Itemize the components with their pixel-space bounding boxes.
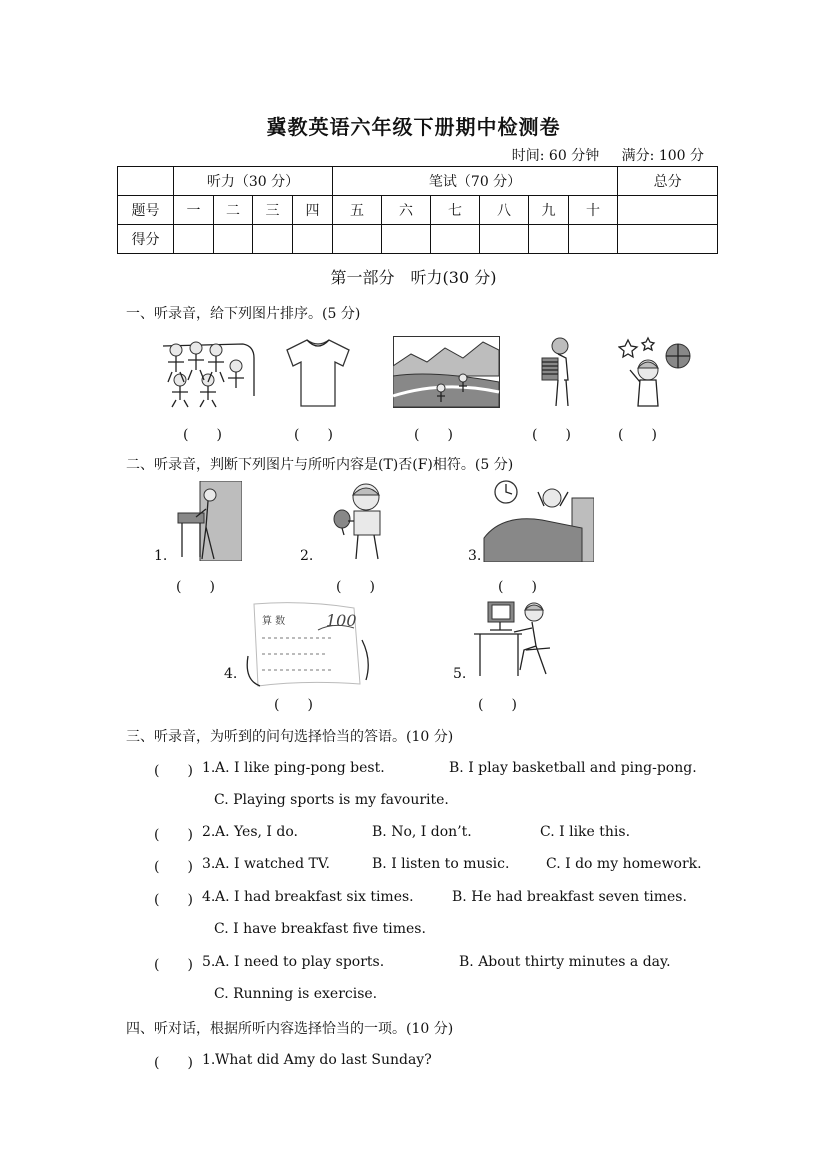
page-title: 冀教英语六年级下册期中检测卷 [266, 115, 561, 139]
question-number: 九 [529, 196, 569, 225]
score-cell[interactable] [253, 225, 293, 254]
question-number: 2. [202, 824, 216, 840]
score-row-label: 得分 [118, 225, 174, 254]
score-cell[interactable] [293, 225, 333, 254]
answer-paren[interactable]: ( ) [154, 892, 193, 908]
score-cell[interactable] [333, 225, 382, 254]
score-cell[interactable] [569, 225, 618, 254]
option-a: A. I need to play sports. [215, 954, 385, 970]
picture-kids-playing [158, 336, 256, 408]
total-header: 总分 [618, 167, 718, 196]
answer-paren[interactable]: ( ) [154, 859, 193, 875]
score-cell[interactable] [529, 225, 569, 254]
score-cell[interactable] [214, 225, 253, 254]
picture-mountain-climbing [393, 336, 500, 408]
answer-paren[interactable]: ( ) [414, 427, 453, 443]
question-number: 三 [253, 196, 293, 225]
answer-paren[interactable]: ( ) [154, 1055, 193, 1071]
answer-paren[interactable]: ( ) [183, 427, 222, 443]
section4-heading: 四、听对话，根据所听内容选择恰当的一项。(10 分) [126, 1021, 454, 1037]
option-b: B. I listen to music. [372, 856, 510, 872]
answer-paren[interactable]: ( ) [532, 427, 571, 443]
answer-paren[interactable]: ( ) [498, 579, 537, 595]
option-b: B. He had breakfast seven times. [452, 889, 687, 905]
full-score: 满分: 100 分 [621, 148, 704, 164]
question-number: 八 [480, 196, 529, 225]
score-table [117, 166, 718, 254]
listening-header: 听力（30 分） [174, 167, 333, 196]
picture-math-test-100 [244, 600, 374, 688]
score-cell[interactable] [174, 225, 214, 254]
item-number: 1. [154, 548, 168, 564]
picture-boy-at-piano [172, 481, 242, 561]
time-limit: 时间: 60 分钟 [511, 148, 600, 164]
question-number: 5. [202, 954, 216, 970]
question-number: 七 [431, 196, 480, 225]
part1-title: 第一部分 听力(30 分) [330, 268, 497, 287]
answer-paren[interactable]: ( ) [294, 427, 333, 443]
answer-paren[interactable]: ( ) [336, 579, 375, 595]
option-a: A. I had breakfast six times. [215, 889, 414, 905]
total-cell [618, 196, 718, 225]
score-cell[interactable] [431, 225, 480, 254]
item-number: 4. [224, 666, 238, 682]
question-number: 3. [202, 856, 216, 872]
picture-boy-playing-ping-pong [326, 481, 392, 561]
answer-paren[interactable]: ( ) [618, 427, 657, 443]
question-number: 一 [174, 196, 214, 225]
answer-paren[interactable]: ( ) [176, 579, 215, 595]
option-b: B. About thirty minutes a day. [459, 954, 671, 970]
item-number: 5. [453, 666, 467, 682]
question-number: 1. [202, 760, 216, 776]
picture-boy-with-books [536, 336, 576, 408]
picture-girl-waking-up [482, 478, 594, 562]
picture-boy-with-basketball [618, 334, 694, 408]
question-number: 4. [202, 889, 216, 905]
item-number: 3. [468, 548, 482, 564]
picture-t-shirt [283, 336, 353, 408]
question-number: 十 [569, 196, 618, 225]
option-c: C. I have breakfast five times. [214, 921, 426, 937]
score-cell[interactable] [480, 225, 529, 254]
exam-meta [494, 145, 704, 165]
option-a: A. I watched TV. [215, 856, 330, 872]
option-c: C. I like this. [540, 824, 631, 840]
score-mark: 100 [326, 611, 357, 630]
option-c: C. Playing sports is my favourite. [214, 792, 449, 808]
total-score-cell[interactable] [618, 225, 718, 254]
answer-paren[interactable]: ( ) [154, 827, 193, 843]
option-a: A. Yes, I do. [215, 824, 298, 840]
question-number: 四 [293, 196, 333, 225]
writing-header: 笔试（70 分） [333, 167, 618, 196]
question-number: 五 [333, 196, 382, 225]
math-paper-title: 算 数 [262, 616, 286, 627]
question-row-label: 题号 [118, 196, 174, 225]
score-cell[interactable] [382, 225, 431, 254]
question-number: 二 [214, 196, 253, 225]
option-a: A. I like ping-pong best. [215, 760, 385, 776]
answer-paren[interactable]: ( ) [154, 763, 193, 779]
question-number: 六 [382, 196, 431, 225]
answer-paren[interactable]: ( ) [478, 697, 517, 713]
item-number: 2. [300, 548, 314, 564]
section3-heading: 三、听录音，为听到的问句选择恰当的答语。(10 分) [126, 729, 454, 745]
option-b: B. I play basketball and ping-pong. [449, 760, 697, 776]
answer-paren[interactable]: ( ) [274, 697, 313, 713]
question-text: What did Amy do last Sunday? [215, 1052, 432, 1068]
section2-heading: 二、听录音，判断下列图片与所听内容是(T)否(F)相符。(5 分) [126, 457, 514, 473]
option-c: C. Running is exercise. [214, 986, 378, 1002]
option-b: B. No, I don’t. [372, 824, 472, 840]
answer-paren[interactable]: ( ) [154, 957, 193, 973]
section1-heading: 一、听录音，给下列图片排序。(5 分) [126, 306, 361, 322]
question-number: 1. [202, 1052, 216, 1068]
option-c: C. I do my homework. [546, 856, 702, 872]
picture-boy-at-computer [474, 600, 552, 678]
table-corner [118, 167, 174, 196]
